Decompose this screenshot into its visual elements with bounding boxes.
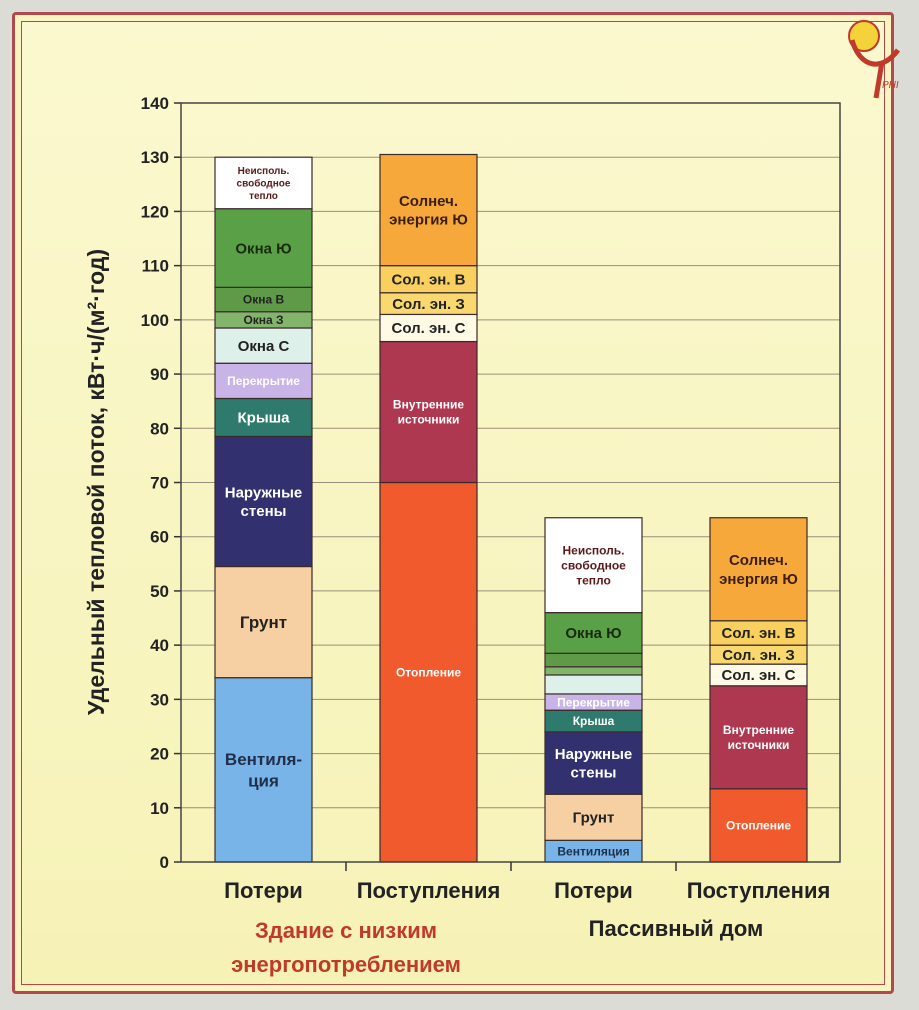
segment-label: Наружные bbox=[224, 484, 303, 502]
y-tick-label: 110 bbox=[141, 256, 169, 276]
bar-stacks bbox=[215, 155, 807, 862]
segment-label: источники bbox=[397, 412, 460, 427]
y-tick-label: 50 bbox=[150, 581, 169, 601]
y-tick-label: 80 bbox=[150, 419, 169, 439]
segment-label: Сол. эн. З bbox=[392, 295, 465, 313]
segment-label: Грунт bbox=[572, 809, 615, 827]
y-tick-label: 60 bbox=[150, 527, 169, 547]
segment-label: Вентиляция bbox=[557, 844, 630, 859]
segment-label: свободное bbox=[561, 558, 626, 573]
segment-label: источники bbox=[727, 738, 790, 753]
segment-label: тепло bbox=[576, 573, 611, 588]
bar-segment bbox=[380, 155, 477, 266]
category-label: Поступления bbox=[356, 878, 501, 903]
segment-label: Внутренние bbox=[722, 723, 795, 738]
segment-label: Крыша bbox=[572, 714, 615, 729]
segment-label: Сол. эн. В bbox=[391, 271, 466, 289]
segment-label: Неисполь. bbox=[237, 165, 290, 177]
segment-label: Вентиля- bbox=[224, 750, 303, 770]
segment-label: Внутренние bbox=[392, 397, 465, 412]
y-tick-label: 20 bbox=[150, 744, 169, 764]
bar-segment bbox=[545, 667, 642, 675]
y-tick-label: 0 bbox=[159, 853, 169, 872]
segment-label: Солнеч. bbox=[728, 552, 789, 570]
bar-segment bbox=[545, 653, 642, 667]
y-tick-label: 70 bbox=[150, 473, 169, 493]
category-label: Потери bbox=[554, 878, 633, 903]
segment-label: Перекрытие bbox=[557, 695, 630, 710]
bar-segment bbox=[545, 675, 642, 694]
y-tick-label: 10 bbox=[150, 798, 169, 818]
y-tick-label: 100 bbox=[140, 310, 169, 330]
y-tick-label: 130 bbox=[140, 148, 169, 168]
segment-label: Окна Ю bbox=[235, 240, 292, 258]
segment-label: Окна Ю bbox=[565, 625, 622, 643]
segment-label: Сол. эн. С bbox=[721, 667, 796, 685]
segment-label: Окна С bbox=[237, 337, 290, 355]
phi-logo-text: PHI bbox=[882, 80, 899, 91]
y-tick-label: 40 bbox=[150, 636, 169, 656]
bar-segment bbox=[545, 732, 642, 794]
bar-segment bbox=[710, 518, 807, 621]
segment-label: Сол. эн. В bbox=[721, 625, 796, 643]
group-label: Пассивный дом bbox=[588, 916, 764, 941]
y-tick-label: 140 bbox=[140, 94, 169, 113]
group-label: Здание с низким bbox=[254, 918, 438, 943]
segment-label: энергия Ю bbox=[719, 570, 798, 588]
segment-label: Неисполь. bbox=[562, 543, 625, 558]
y-tick-label: 90 bbox=[150, 365, 169, 385]
segment-label: Перекрытие bbox=[227, 374, 300, 389]
segment-label: Отопление bbox=[725, 818, 792, 833]
segment-label: стены bbox=[240, 503, 287, 521]
segment-label: стены bbox=[570, 764, 617, 782]
category-label: Потери bbox=[224, 878, 303, 903]
y-tick-label: 120 bbox=[140, 202, 169, 222]
y-tick-label: 30 bbox=[150, 690, 169, 710]
y-axis-label: Удельный тепловой поток, кВт·ч/(м²·год) bbox=[83, 248, 109, 716]
segment-label: Сол. эн. З bbox=[722, 646, 795, 664]
segment-label: Грунт bbox=[239, 613, 288, 633]
group-label: энергопотреблением bbox=[231, 952, 461, 977]
segment-label: Солнеч. bbox=[398, 192, 459, 210]
segment-label: Отопление bbox=[395, 665, 462, 680]
category-label: Поступления bbox=[686, 878, 831, 903]
segment-label: Наружные bbox=[554, 745, 633, 763]
bar-segment bbox=[215, 436, 312, 566]
segment-label: энергия Ю bbox=[389, 211, 468, 229]
segment-label: ция bbox=[248, 771, 279, 791]
segment-label: свободное bbox=[236, 178, 291, 190]
segment-label: тепло bbox=[249, 190, 278, 202]
segment-label: Окна В bbox=[242, 292, 285, 307]
segment-label: Сол. эн. С bbox=[391, 320, 466, 338]
bar-segment bbox=[215, 678, 312, 862]
segment-label: Крыша bbox=[237, 409, 290, 427]
segment-label: Окна З bbox=[243, 313, 284, 328]
